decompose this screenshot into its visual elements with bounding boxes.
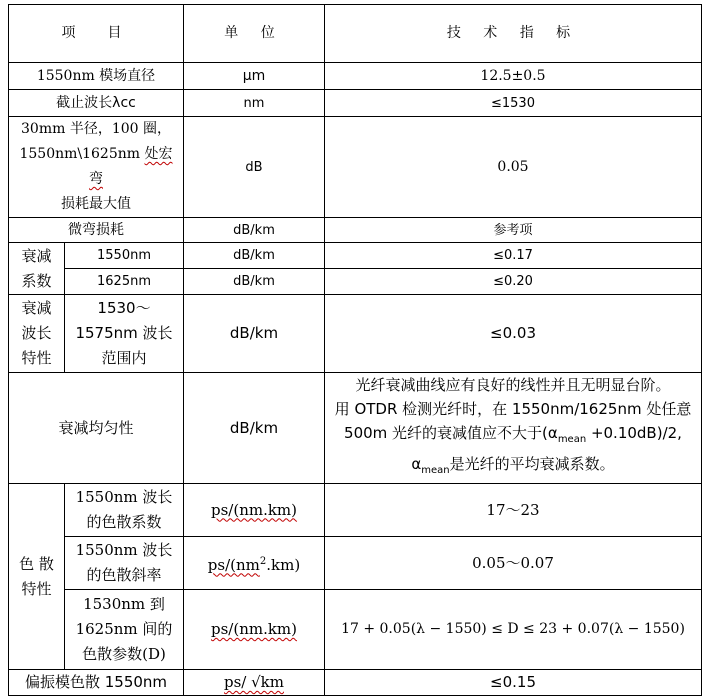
pmd-label: 偏振模色散 1550nm xyxy=(9,670,184,696)
dispersion-slope-unit-pre: ps/(nm xyxy=(207,555,260,574)
dispersion-slope-label xyxy=(65,537,184,590)
table-row xyxy=(9,90,702,117)
uniformity-line4-b: 是光纤的平均衰减系数。 xyxy=(449,455,615,473)
table-row xyxy=(9,243,702,269)
cutoff-label: 截止波长λcc xyxy=(9,90,184,117)
dispersion-coef-line2: 的色散系数 xyxy=(86,513,162,531)
uniformity-label: 衰减均匀性 xyxy=(9,373,184,484)
macrobend-line2-text: 1550nm\1625nm xyxy=(19,146,145,162)
uniformity-line3-a: 500m 光纤的衰减值应不大于(α xyxy=(344,424,558,442)
microbend-unit: dB/km xyxy=(184,218,325,243)
attn-wavelength-range-line3: 范围内 xyxy=(101,349,147,367)
pmd-value: ≤0.15 xyxy=(325,670,702,696)
dispersion-slope-line1: 1550nm 波长 xyxy=(75,541,173,559)
table-row xyxy=(9,484,702,537)
uniformity-unit: dB/km xyxy=(184,373,325,484)
attn-wavelength-value: ≤0.03 xyxy=(325,295,702,373)
dispersion-param-unit-text: ps/(nm.km) xyxy=(210,620,298,638)
attn-wavelength-group-line1: 衰减 xyxy=(21,299,52,317)
macrobend-line3: 损耗最大值 xyxy=(61,196,131,212)
header-item: 项 目 xyxy=(9,5,184,63)
alpha-mean-subscript: mean xyxy=(421,465,450,476)
macrobend-label xyxy=(9,117,184,218)
uniformity-line4-a: α xyxy=(411,455,422,473)
attn-wavelength-range-line1: 1530～ xyxy=(97,299,151,317)
header-unit: 单 位 xyxy=(184,5,325,63)
table-row xyxy=(9,295,702,373)
dispersion-param-unit xyxy=(184,590,325,670)
dispersion-coef-unit-text: ps/(nm.km) xyxy=(210,500,298,519)
attn-wavelength-unit: dB/km xyxy=(184,295,325,373)
microbend-value: 参考项 xyxy=(325,218,702,243)
attenuation-group-label xyxy=(9,243,65,295)
table-row xyxy=(9,537,702,590)
mfd-unit: μm xyxy=(184,63,325,90)
mfd-value: 12.5±0.5 xyxy=(325,63,702,90)
dispersion-param-value: 17 + 0.05(λ − 1550) ≤ D ≤ 23 + 0.07(λ − 1550) xyxy=(325,590,702,670)
dispersion-coef-unit xyxy=(184,484,325,537)
macrobend-line2-wavy: 处宏弯 xyxy=(89,146,173,187)
table-row xyxy=(9,117,702,218)
dispersion-param-line1: 1530nm 到 xyxy=(83,595,165,613)
macrobend-line2 xyxy=(13,142,179,192)
dispersion-coef-value: 17～23 xyxy=(325,484,702,537)
table-row xyxy=(9,373,702,484)
uniformity-line1: 光纤衰减曲线应有良好的线性并且无明显台阶。 xyxy=(355,376,671,394)
dispersion-group-label xyxy=(9,484,65,670)
dispersion-slope-line2: 的色散斜率 xyxy=(86,566,162,584)
uniformity-line4 xyxy=(327,452,699,483)
attenuation-1550-label: 1550nm xyxy=(65,243,184,269)
attenuation-1550-unit: dB/km xyxy=(184,243,325,269)
attn-wavelength-range-line2: 1575nm 波长 xyxy=(75,324,173,342)
dispersion-group-line1: 色 散 xyxy=(19,554,54,573)
header-row xyxy=(9,5,702,63)
dispersion-slope-unit-sup: 2 xyxy=(259,555,267,567)
attenuation-group-line1: 衰减 xyxy=(21,246,52,265)
attn-wavelength-group-label xyxy=(9,295,65,373)
cutoff-value: ≤1530 xyxy=(325,90,702,117)
attn-wavelength-group-line2: 波长 xyxy=(21,324,52,342)
attenuation-1625-label: 1625nm xyxy=(65,269,184,295)
cutoff-unit: nm xyxy=(184,90,325,117)
macrobend-value: 0.05 xyxy=(325,117,702,218)
dispersion-coef-line1: 1550nm 波长 xyxy=(75,488,173,506)
macrobend-unit: dB xyxy=(184,117,325,218)
table-row xyxy=(9,218,702,243)
header-spec: 技 术 指 标 xyxy=(325,5,702,63)
dispersion-slope-unit xyxy=(184,537,325,590)
alpha-mean-subscript: mean xyxy=(557,434,587,445)
uniformity-line3 xyxy=(327,421,699,452)
table-row xyxy=(9,63,702,90)
dispersion-slope-unit-post: .km) xyxy=(266,555,301,574)
attenuation-group-line2: 系数 xyxy=(21,271,52,290)
attenuation-1625-unit: dB/km xyxy=(184,269,325,295)
table-row xyxy=(9,590,702,670)
attenuation-1625-value: ≤0.20 xyxy=(325,269,702,295)
dispersion-param-line3: 色散参数(D) xyxy=(82,645,166,663)
attn-wavelength-range xyxy=(65,295,184,373)
dispersion-coef-label xyxy=(65,484,184,537)
pmd-unit-text: ps/ √km xyxy=(224,673,284,691)
uniformity-description xyxy=(325,373,702,484)
dispersion-slope-value: 0.05～0.07 xyxy=(325,537,702,590)
microbend-label: 微弯损耗 xyxy=(9,218,184,243)
attenuation-1550-value: ≤0.17 xyxy=(325,243,702,269)
attn-wavelength-group-line3: 特性 xyxy=(21,349,52,367)
macrobend-line1: 30mm 半径，100 圈， xyxy=(21,121,171,137)
table-row xyxy=(9,269,702,295)
dispersion-param-label xyxy=(65,590,184,670)
mfd-label: 1550nm 模场直径 xyxy=(9,63,184,90)
uniformity-line2: 用 OTDR 检测光纤时，在 1550nm/1625nm 处任意 xyxy=(334,400,692,418)
spec-table xyxy=(8,4,702,696)
dispersion-param-line2: 1625nm 间的 xyxy=(75,620,173,638)
uniformity-line3-b: +0.10dB)/2, xyxy=(586,424,682,442)
dispersion-group-line2: 特性 xyxy=(21,579,52,598)
